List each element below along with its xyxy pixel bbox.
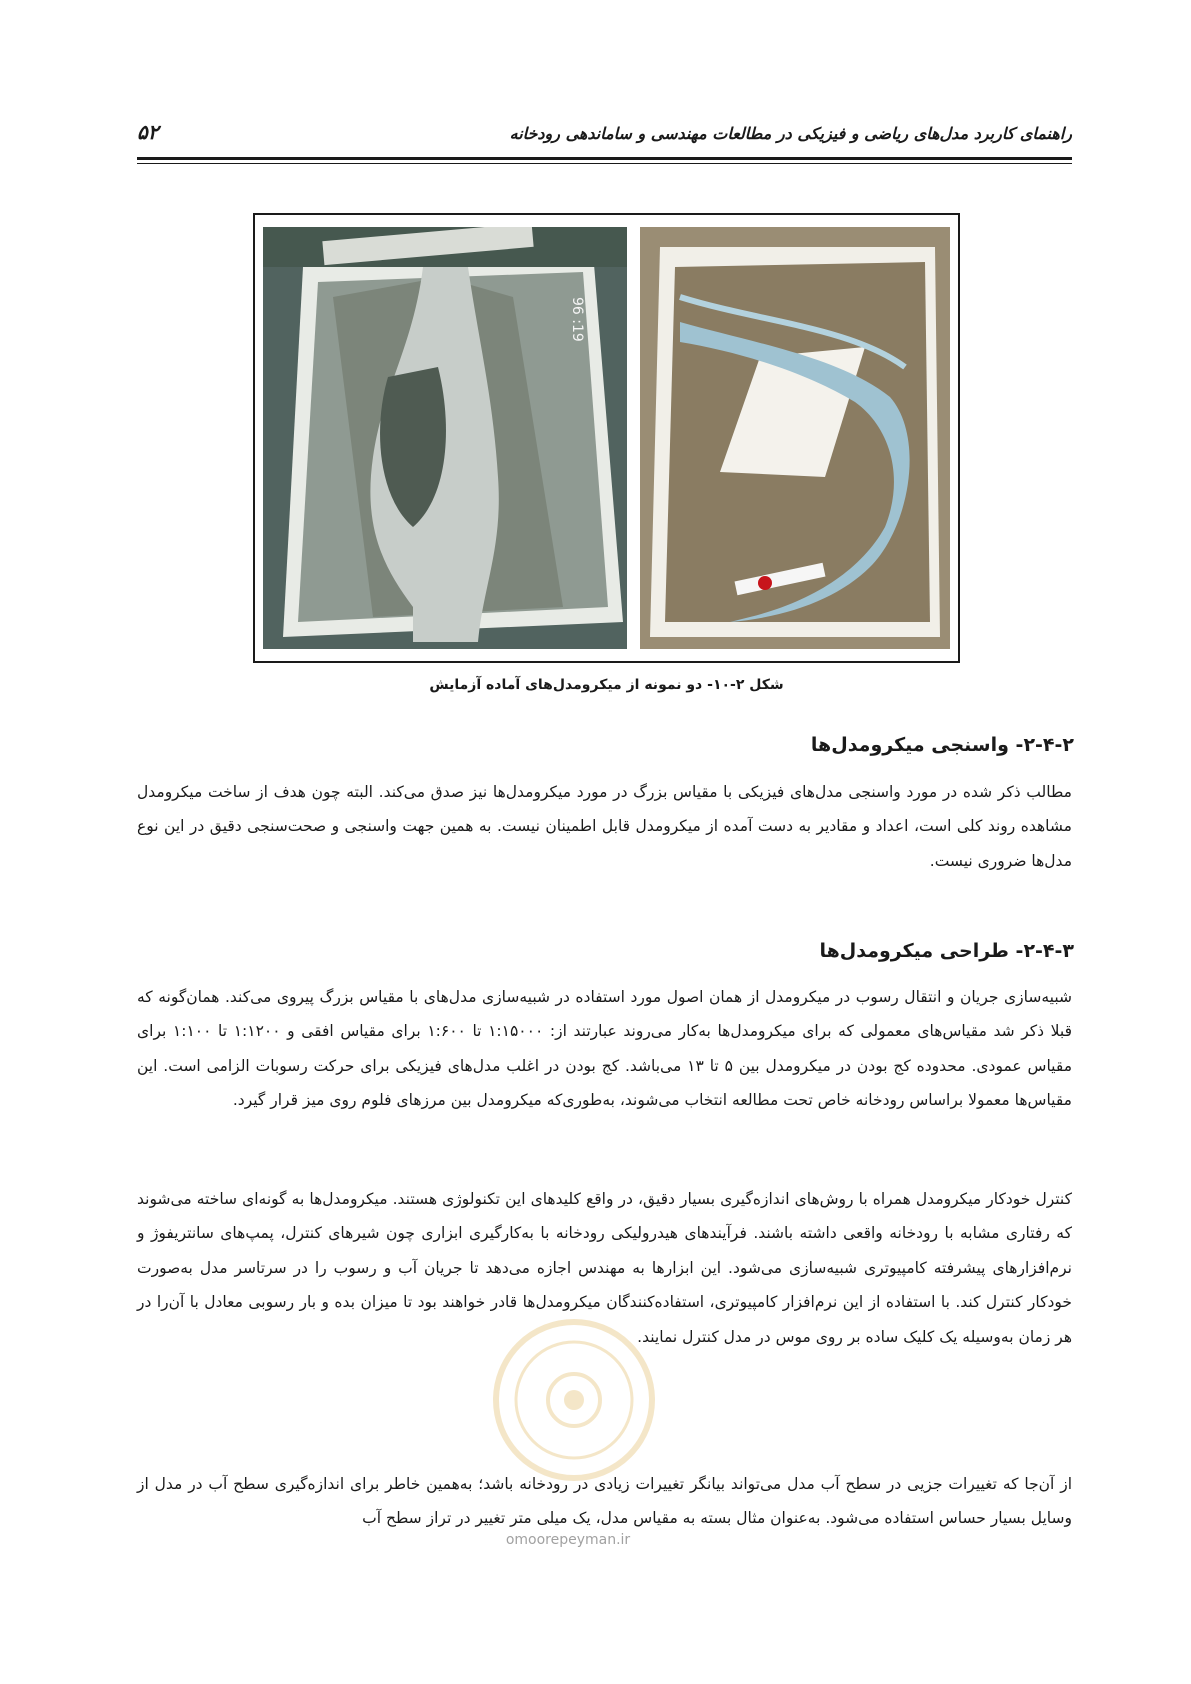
figure-caption: شکل ۲-۱۰- دو نمونه از میکرومدل‌های آماده آزمایش bbox=[429, 677, 784, 693]
watermark-logo bbox=[489, 1315, 659, 1485]
section-heading-calibration: ۲-۴-۲- واسنجی میکرومدل‌ها bbox=[810, 734, 1074, 756]
photo-date-stamp: 96 :19 bbox=[569, 297, 585, 342]
running-header bbox=[137, 118, 1072, 148]
header-title: راهنمای کاربرد مدل‌های ریاضی و فیزیکی در مطالعات مهندسی و ساماندهی رودخانه bbox=[509, 124, 1072, 143]
watermark-text: omoorepeyman.ir bbox=[505, 1532, 631, 1548]
micromodel-photo-right bbox=[640, 227, 950, 649]
header-rule-thick bbox=[137, 157, 1072, 160]
paragraph-calibration: مطالب ذکر شده در مورد واسنجی مدل‌های فیزیکی با مقیاس بزرگ در مورد میکرومدل‌ها نیز صدق می‌کند. البته چون هدف از ساخت میکرومدل مشاهده روند کلی است، اعداد و مقادیر به دست آمده از میکرومدل قابل اطمینان نیست. به همین جهت واسنجی و صحت‌سنجی دقیق در این نوع مدل‌ها ضروری نیست. bbox=[137, 783, 1072, 870]
paragraph-design-3: از آن‌جا که تغییرات جزیی در سطح آب مدل می‌تواند بیانگر تغییرات زیادی در رودخانه باشد؛ به‌همین خاطر برای اندازه‌گیری سطح آب در مدل از وسایل بسیار حساس استفاده می‌شود. به‌عنوان مثال بسته به مقیاس مدل، یک میلی متر تغییر در تراز سطح آب bbox=[137, 1475, 1072, 1528]
paragraph-design-1: شبیه‌سازی جریان و انتقال رسوب در میکرومدل از همان اصول مورد استفاده در شبیه‌سازی مدل‌های با مقیاس بزرگ پیروی می‌کند. همان‌گونه که قبلا ذکر شد مقیاس‌های معمولی که برای میکرومدل‌ها به‌کار می‌روند عبارتند از: ۱:۱۵۰۰۰ تا ۱:۶۰۰ برای مقیاس افقی و ۱:۱۲۰۰ تا ۱:۱۰۰ برای مقیاس عمودی. محدوده کج بودن در میکرومدل بین ۵ تا ۱۳ می‌باشد. کج بودن در اغلب مدل‌های فیزیکی برای حرکت رسوبات الزامی است. این مقیاس‌ها معمولا براساس رودخانه خاص تحت مطالعه انتخاب می‌شوند، به‌طوری‌که میکرومدل بین مرزهای فلوم روی میز قرار گیرد. bbox=[137, 988, 1073, 1110]
paragraph-design-2: کنترل خودکار میکرومدل همراه با روش‌های اندازه‌گیری بسیار دقیق، در واقع کلیدهای این تکنولوژی هستند. میکرومدل‌ها به گونه‌ای ساخته می‌شوند که رفتاری مشابه با رودخانه واقعی داشته باشند. فرآیندهای هیدرولیکی رودخانه با به‌کارگیری ابزاری چون شیرهای کنترل، پمپ‌های سانتریفوژ و نرم‌افزارهای پیشرفته کامپیوتری شبیه‌سازی می‌شود. این ابزارها به مهندس اجازه می‌دهد تا جریان آب و رسوب را در سرتاسر مدل به‌صورت خودکار کنترل کند. با استفاده از این نرم‌افزار کامپیوتری، استفاده‌کنندگان میکرومدل‌ها قادر خواهند بود تا میزان بده و بار رسوبی معادل با آن‌را در هر زمان به‌وسیله یک کلیک ساده بر روی موس در مدل کنترل نمایند. bbox=[137, 1190, 1072, 1346]
section-heading-design: ۲-۴-۳- طراحی میکرومدل‌ها bbox=[819, 940, 1074, 962]
header-rule-thin bbox=[137, 163, 1072, 164]
figure-frame bbox=[253, 213, 960, 663]
micromodel-photo-left bbox=[263, 227, 627, 649]
page-number: ۵۲ bbox=[137, 120, 159, 144]
